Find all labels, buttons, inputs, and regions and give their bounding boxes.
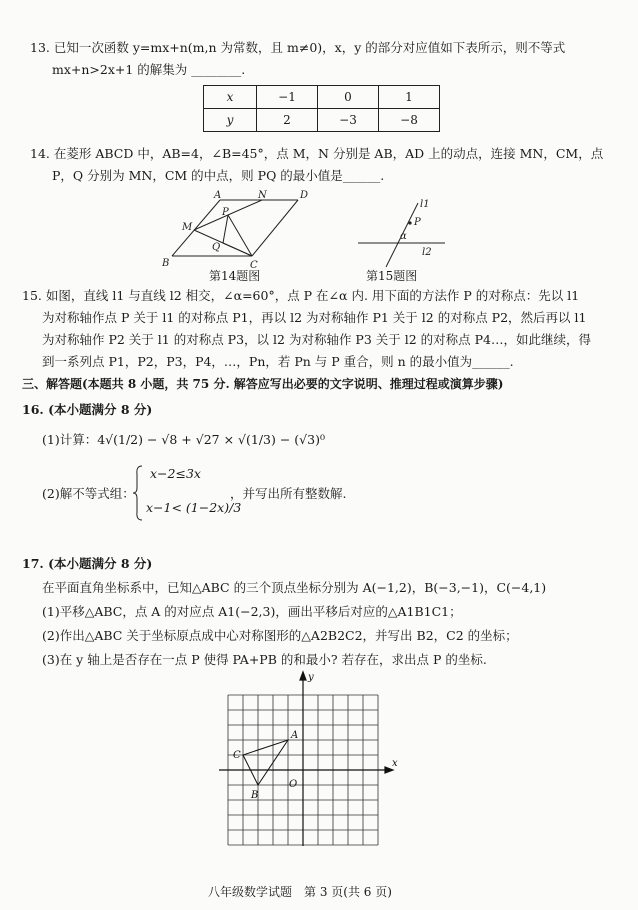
point-a-label: A: [291, 730, 299, 741]
page-footer: 八年级数学试题 第 3 页(共 6 页): [208, 885, 392, 899]
point-b-label: B: [251, 790, 259, 801]
table-cell: 0: [318, 86, 379, 109]
table-row: [204, 109, 440, 132]
label-D: D: [300, 190, 309, 201]
left-brace-icon: [132, 464, 144, 522]
q15-line1: 15. 如图，直线 l1 与直线 l2 相交，∠α=60°，点 P 在∠α 内. 用下面的方法作 P 的对称点：先以 l1: [22, 288, 580, 303]
label-B: B: [162, 258, 170, 269]
q15-line4: 到一系列点 P1，P2，P3，P4，…，Pn，若 Pn 与 P 重合，则 n 的最小值为______.: [42, 354, 514, 369]
q16-part2-suffix: ，并写出所有整数解.: [230, 486, 347, 501]
q13-line1: 13. 已知一次函数 y=mx+n(m,n 为常数，且 m≠0)，x，y 的部分对应值如下表所示，则不等式: [30, 40, 566, 55]
y-axis-label: y: [308, 672, 314, 683]
q13-line2: mx+n>2x+1 的解集为 ________.: [52, 62, 246, 77]
q17-line1: 在平面直角坐标系中，已知△ABC 的三个顶点坐标分别为 A(−1,2)，B(−3,−1)，C(−4,1): [42, 580, 547, 595]
q15-caption: 第15题图: [366, 269, 418, 283]
label-l1: l1: [420, 199, 430, 210]
q16-inequality-2: x−1< (1−2x)/3: [146, 500, 242, 515]
table-cell: x: [204, 86, 257, 109]
q16-part2-prefix: (2)解不等式组：: [42, 486, 135, 501]
table-cell: −8: [379, 109, 440, 132]
q15-line3: 为对称轴作 P2 关于 l1 的对称点 P3，以 l2 为对称轴作 P3 关于 l2 的对称点 P4…，如此继续，得: [42, 332, 591, 347]
q16-part1: (1)计算：4√(1/2) − √8 + √27 × √(1/3) − (√3)⁰: [42, 432, 325, 447]
x-axis-label: x: [392, 758, 398, 769]
table-cell: 1: [379, 86, 440, 109]
table-row: [204, 86, 440, 109]
section-heading: 三、解答题(本题共 8 小题，共 75 分. 解答应写出必要的文字说明、推理过程或演算步骤): [22, 377, 504, 391]
q14-line2: P，Q 分别为 MN，CM 的中点，则 PQ 的最小值是______.: [52, 168, 385, 183]
label-l2: l2: [422, 247, 432, 258]
label-point-p: P: [414, 217, 421, 228]
q14-caption: 第14题图: [209, 269, 261, 283]
table-cell: −3: [318, 109, 379, 132]
table-cell: −1: [257, 86, 318, 109]
coordinate-grid: [215, 670, 400, 850]
q15-line2: 为对称轴作点 P 关于 l1 的对称点 P1，再以 l2 为对称轴作 P1 关于 l2 的对称点 P2，然后再以 l1: [42, 310, 587, 325]
table-cell: 2: [257, 109, 318, 132]
label-A: A: [214, 190, 222, 201]
q13-value-table: [203, 85, 440, 132]
label-N: N: [258, 190, 267, 201]
q15-lines-figure: [350, 195, 450, 270]
label-Q: Q: [212, 242, 221, 253]
origin-label: O: [289, 779, 298, 790]
q17-line2: (1)平移△ABC，点 A 的对应点 A1(−2,3)，画出平移后对应的△A1B1C1；: [42, 604, 462, 619]
table-cell: y: [204, 109, 257, 132]
label-C: C: [250, 260, 258, 271]
q14-line1: 14. 在菱形 ABCD 中，AB=4，∠B=45°，点 M，N 分别是 AB，AD 上的动点，连接 MN，CM，点: [30, 146, 604, 161]
q17-line4: (3)在 y 轴上是否存在一点 P 使得 PA+PB 的和最小? 若存在，求出点 P 的坐标.: [42, 652, 487, 667]
q16-title: 16. (本小题满分 8 分): [22, 402, 153, 417]
q16-inequality-1: x−2≤3x: [150, 466, 201, 481]
label-alpha: α: [400, 231, 407, 242]
label-P: P: [222, 207, 229, 218]
label-M: M: [182, 222, 193, 233]
point-c-label: C: [233, 750, 241, 761]
q17-title: 17. (本小题满分 8 分): [22, 556, 153, 571]
q17-line3: (2)作出△ABC 关于坐标原点成中心对称图形的△A2B2C2，并写出 B2，C2 的坐标；: [42, 628, 518, 643]
